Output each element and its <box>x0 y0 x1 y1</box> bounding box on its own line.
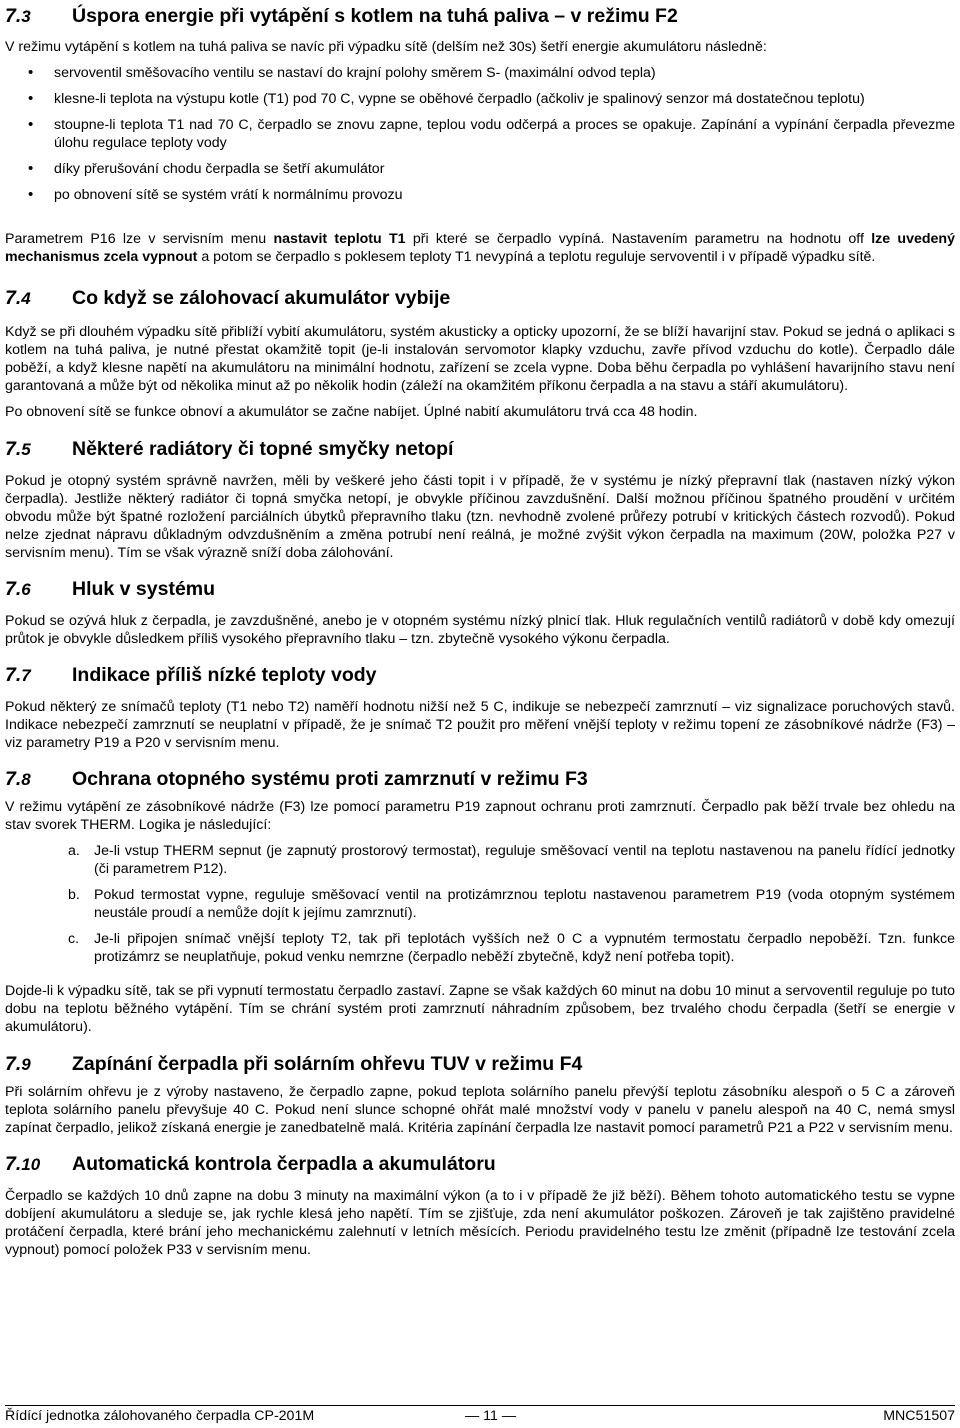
document-page <box>0 4 960 1259</box>
paragraph: Při solárním ohřevu je z výroby nastaveno, že čerpadlo zapne, pokud teplota solárního panelu převýší teplotu zásobníku alespoň o 5 C a zároveň teplota solárního panelu převyšuje 40 C. Pokud není slunce schopné ohřát malé množství vody v panelu v panelu alespoň na 40 C, nemá smysl zapínat čerpadlo, jelikož získaná energie je zanedbatelně malá. Kritéria zapínání čerpadla lze nastavit pomocí parametrů P21 a P22 v servisním menu. <box>5 1084 955 1136</box>
footer-document-code: MNC51507 <box>883 1408 955 1424</box>
section-heading-7-7: 7.7 Indikace příliš nízké teploty vody <box>5 664 377 686</box>
section-heading-7-6: 7.6 Hluk v systému <box>5 578 216 600</box>
list-item: • po obnovení sítě se systém vrátí k normálnímu provozu <box>5 186 955 204</box>
section-heading-7-3: 7.3 Úspora energie při vytápění s kotlem na tuhá paliva – v režimu F2 <box>5 5 678 27</box>
section-heading-7-4: 7.4 Co když se zálohovací akumulátor vybije <box>5 287 451 309</box>
section-title: Zapínání čerpadla při solárním ohřevu TUV v režimu F4 <box>72 1053 583 1075</box>
bullet-list <box>5 64 955 204</box>
section-heading-7-9: 7.9 Zapínání čerpadla při solárním ohřevu TUV v režimu F4 <box>5 1053 583 1075</box>
lettered-list <box>5 842 955 966</box>
section-heading-7-8: 7.8 Ochrana otopného systému proti zamrznutí v režimu F3 <box>5 768 588 790</box>
paragraph: Pokud se ozývá hluk z čerpadla, je zavzdušněné, anebo je v otopném systému nízký plnicí tlak. Hluk regulačních ventilů radiátorů v době kdy omezují průtok je obvykle důsledkem příliš vysokého přepravního tlaku – tzn. zbytečně vysokého výkonu čerpadla. <box>5 613 955 647</box>
section-title: Úspora energie při vytápění s kotlem na tuhá paliva – v režimu F2 <box>72 5 678 27</box>
section-heading-7-10: 7.10 Automatická kontrola čerpadla a akumulátoru <box>5 1153 496 1175</box>
paragraph: Po obnovení sítě se funkce obnoví a akumulátor se začne nabíjet. Úplné nabití akumulátoru trvá cca 48 hodin. <box>5 404 698 420</box>
paragraph: Dojde-li k výpadku sítě, tak se při vypnutí termostatu čerpadlo zastaví. Zapne se však každých 60 minut na dobu 10 minut a servoventil reguluje po tuto dobu na teplotu běžného vytápění. Tím se chrání systém proti zamrznutí náhradním způsobem, bez trvalého chodu čerpadla (šetří se energie v akumulátoru). <box>5 983 955 1035</box>
list-item: c. Je-li připojen snímač vnější teploty T2, tak při teplotách vyšších než 0 C a vypnutém termostatu čerpadlo nepoběží. Tzn. funkce protizámrz se neuplatňuje, pokud venku nemrzne (čerpadlo neběží zbytečně, když není potřeba topit). <box>68 931 955 965</box>
footer-document-title: Řídící jednotka zálohovaného čerpadla CP-201M <box>5 1408 315 1424</box>
paragraph: V režimu vytápění s kotlem na tuhá paliva se navíc při výpadku sítě (delším než 30s) šetří energie akumulátoru následně: <box>5 39 767 55</box>
paragraph: Pokud je otopný systém správně navržen, měli by veškeré jeho části topit i v případě, že v systému je nízký přepravní tlak (nastaven nízký výkon čerpadla). Jestliže některý radiátor či topná smyčka netopí, je obvykle příčinou zavzdušnění. Další možnou příčinou špatného proudění v určitém obvodu může být špatné rozložení parciálních úbytků přepravního tlaku (tzn. nevhodně zvolené průřezy potrubí v kritických částech rozvodů). Pokud nelze zjednat nápravu důkladným odvzdušněním a změna potrubí není reálná, je možné zvýšit výkon čerpadla na maximum (20W, položka P27 v servisním menu). Tím se však výrazně sníží doba zálohování. <box>5 473 955 561</box>
section-title: Hluk v systému <box>72 578 216 600</box>
section-title: Některé radiátory či topné smyčky netopí <box>72 438 454 460</box>
list-item: • díky přerušování chodu čerpadla se šetří akumulátor <box>5 160 955 178</box>
paragraph: V režimu vytápění ze zásobníkové nádrže (F3) lze pomocí parametru P19 zapnout ochranu proti zamrznutí. Čerpadlo pak běží trvale bez ohledu na stav svorek THERM. Logika je následující: <box>5 799 955 833</box>
list-item: • klesne-li teplota na výstupu kotle (T1) pod 70 C, vypne se oběhové čerpadlo (ačkoliv je spalinový senzor má dostatečnou teplotu) <box>5 90 955 108</box>
section-title: Ochrana otopného systému proti zamrznutí v režimu F3 <box>72 768 588 790</box>
list-item: b. Pokud termostat vypne, reguluje směšovací ventil na protizámrznou teplotu nastavenou parametrem P19 (voda otopným systémem neustále proudí a nemůže dojít k jejímu zamrznutí). <box>68 887 955 921</box>
paragraph: Pokud některý ze snímačů teploty (T1 nebo T2) naměří hodnotu nižší než 5 C, indikuje se nebezpečí zamrznutí – viz signalizace poruchových stavů. Indikace nebezpečí zamrznutí se neuplatní v případě, že je snímač T2 použit pro měření vnější teploty v režimu topení ze zásobníkové nádrže (F3) – viz parametry P19 a P20 v servisním menu. <box>5 699 955 751</box>
list-item: a. Je-li vstup THERM sepnut (je zapnutý prostorový termostat), reguluje směšovací ventil na teplotu nastavenou na panelu řídící jednotky (či parametrem P12). <box>68 843 955 877</box>
paragraph: Čerpadlo se každých 10 dnů zapne na dobu 3 minuty na maximální výkon (a to i v případě že již běží). Během tohoto automatického testu se vypne dobíjení akumulátoru a sleduje se, jak rychle klesá jeho napětí. Tím se zjišťuje, zda není akumulátor poškozen. Zároveň je tak zajištěno pravidelné protáčení čerpadla, které brání jeho mechanickému zalehnutí v letních měsících. Periodu pravidelného testu lze změnit (případně lze testování zcela vypnout) pomocí položek P33 v servisním menu. <box>5 1188 955 1258</box>
section-heading-7-5: 7.5 Některé radiátory či topné smyčky netopí <box>5 438 454 460</box>
section-title: Indikace příliš nízké teploty vody <box>72 664 377 686</box>
paragraph: Když se při dlouhém výpadku sítě přiblíží vybití akumulátoru, systém akusticky a opticky upozorní, že se blíží havarijní stav. Pokud se jedná o aplikaci s kotlem na tuhá paliva, je nutné přestat okamžitě topit (je-li instalován servomotor klapky vzduchu, zavře přívod vzduchu do kotle). Čerpadlo dále poběží, a když klesne napětí na akumulátoru na minimální hodnotu, zařízení se zcela vypne. Doba běhu čerpadla po vyhlášení havarijního stavu není garantovaná a může být od několika minut až po několik hodin (záleží na okamžitém příkonu čerpadla a na stavu a stáří akumulátoru). <box>5 324 955 394</box>
list-item: • stoupne-li teplota T1 nad 70 C, čerpadlo se znovu zapne, teplou vodu odčerpá a proces se opakuje. Zapínání a vypínání čerpadla převezme úlohu regulace teploty vody <box>5 116 955 152</box>
list-item: • servoventil směšovacího ventilu se nastaví do krajní polohy směrem S- (maximální odvod tepla) <box>5 64 955 82</box>
page-footer <box>5 1405 955 1426</box>
section-title: Automatická kontrola čerpadla a akumulátoru <box>72 1153 496 1175</box>
section-title: Co když se zálohovací akumulátor vybije <box>72 287 451 309</box>
page-number: — 11 — <box>465 1408 517 1424</box>
paragraph: Parametrem P16 lze v servisním menu nastavit teplotu T1 při které se čerpadlo vypíná. Nastavením parametru na hodnotu off lze uvedený mechanismus zcela vypnout a potom se čerpadlo s poklesem teploty T1 nevypíná a teplotu reguluje servoventil i v případě výpadku sítě. <box>5 231 955 265</box>
